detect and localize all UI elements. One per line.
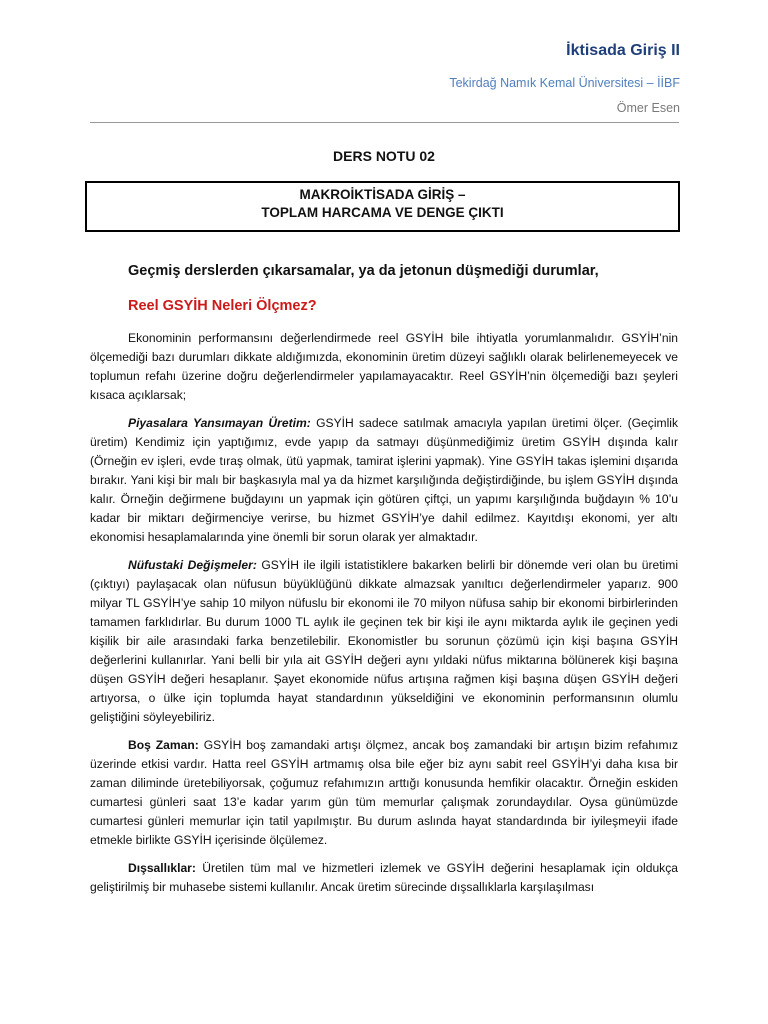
paragraph-non-market-production: [90, 414, 678, 547]
course-title: İktisada Giriş II: [566, 42, 680, 59]
paragraph-text: Üretilen tüm mal ve hizmetleri izlemek ve GSYİH değerini hesaplamak için oldukça geliştirilmiş bir muhasebe sistemi kullanılır. Ancak üretim sürecinde dışsallıklarla karşılaşılması: [90, 861, 678, 894]
paragraph-text: GSYİH ile ilgili istatistiklere bakarken belirli bir dönemde veri olan bu üretimi (çıktıyı) paylaşacak olan nüfusun büyüklüğünü dikkate almazsak yanıltıcı değerlendirmeler yaparız. 900 milyar TL GSYİH’ye sahip 10 milyon nüfuslu bir ekonomi ile 70 milyon nüfusa sahip bir ekonomi birbirlerinden tamamen farklıdırlar. Bu durum 1000 TL aylık ile geçinen tek bir kişi ile aynı miktarda aylık ile geçinen yedi kişilik bir aile arasındaki farka benzetilebilir. Ekonomistler bu sorunun çözümü için kişi başına GSYİH değerlerini kullanırlar. Yani belli bir yıla ait GSYİH değeri aynı yıldaki nüfus miktarına bölünerek kişi başına düşen GSYİH değeri hesaplanır. Şayet ekonomide nüfus artışına rağmen kişi başına düşen GSYİH değeri artıyorsa, o ülke için toplumda hayat standardının yükseldiğini ve ekonominin performansının olumlu geliştiğini söyleyebiliriz.: [90, 558, 679, 724]
paragraph-lead: Boş Zaman:: [128, 738, 199, 752]
paragraph-leisure: [90, 736, 678, 850]
document-body: [90, 263, 678, 897]
section-heading: Reel GSYİH Neleri Ölçmez?: [128, 298, 317, 314]
paragraph-lead: Piyasalara Yansımayan Üretim:: [128, 416, 311, 430]
paragraph-population-changes: [90, 556, 678, 727]
paragraph-text: GSYİH boş zamandaki artışı ölçmez, ancak boş zamandaki bir artışın bizim refahımız üzerinde etkisi vardır. Hatta reel GSYİH artmamış olsa bile eğer biz aynı sabit reel GSYİH’yi daha kısa bir zaman diliminde üretebiliyorsak, çoğumuz refahımızın arttığı konusunda hemfikir olacaktır. Örneğin eskiden cumartesi günleri saat 13’e kadar yarım gün tüm memurlar çalışmak zorundaydılar. Oysa günümüzde cumartesi günleri memurlar için tatil yapılmıştır. Bu durum aslında hayat standardında bir iyileşmeyii ifade etmekle birlikte GSYİH içerisinde ölçülemez.: [90, 738, 678, 847]
title-box: [85, 181, 680, 232]
title-line-1: MAKROİKTİSADA GİRİŞ –: [299, 187, 466, 202]
paragraph-externalities: [90, 859, 678, 897]
header-divider: [90, 122, 679, 123]
intro-paragraph: Ekonominin performansını değerlendirmede reel GSYİH bile ihtiyatla yorumlanmalıdır. GSYİH’nin ölçemediği bazı durumları dikkate aldığımızda, ekonominin üretim düzeyi sağlıklı olarak belirlenemeyecek ve toplumun refahı üzerine doğru değerlendirmeler yapılamayacaktır. Reel GSYİH’nin ölçemediği bazı şeyleri kısaca açıklarsak;: [90, 331, 678, 402]
author-name: Ömer Esen: [616, 101, 680, 115]
note-label: DERS NOTU 02: [333, 148, 435, 164]
paragraph-lead: Nüfustaki Değişmeler:: [128, 558, 257, 572]
title-line-2: TOPLAM HARCAMA VE DENGE ÇIKTI: [261, 205, 504, 220]
university-name: Tekirdağ Namık Kemal Üniversitesi – İİBF: [449, 76, 680, 90]
paragraph-lead: Dışsallıklar:: [128, 861, 196, 875]
subheading: Geçmiş derslerden çıkarsamalar, ya da jetonun düşmediği durumlar,: [128, 263, 599, 279]
paragraph-text: GSYİH sadece satılmak amacıyla yapılan üretimi ölçer. (Geçimlik üretim) Kendimiz için yaptığımız, evde yapıp da satmayı düşünmediğimiz üretim GSYİH dışında kalır (Örneğin ev işleri, evde tıraş olmak, ütü yapmak, tamirat işlerini yapmak). Yine GSYİH takas işlemini dışarıda bırakır. Yani kişi bir malı bir başkasıyla mal ya da hizmet karşılığında değiştirdiğinde, bu işlem GSYİH dışında kalır. Örneğin değirmene buğdayını un yapmak için götüren çiftçi, un yapımı karşılığında buğdayın % 10’u kadar bir miktarı değirmenciye verirse, bu hizmet GSYİH’ye dahil edilmez. Kayıtdışı ekonomi, yer altı ekonomisi hesaplamalarında yine önemli bir sorun olarak yer almaktadır.: [90, 416, 679, 544]
